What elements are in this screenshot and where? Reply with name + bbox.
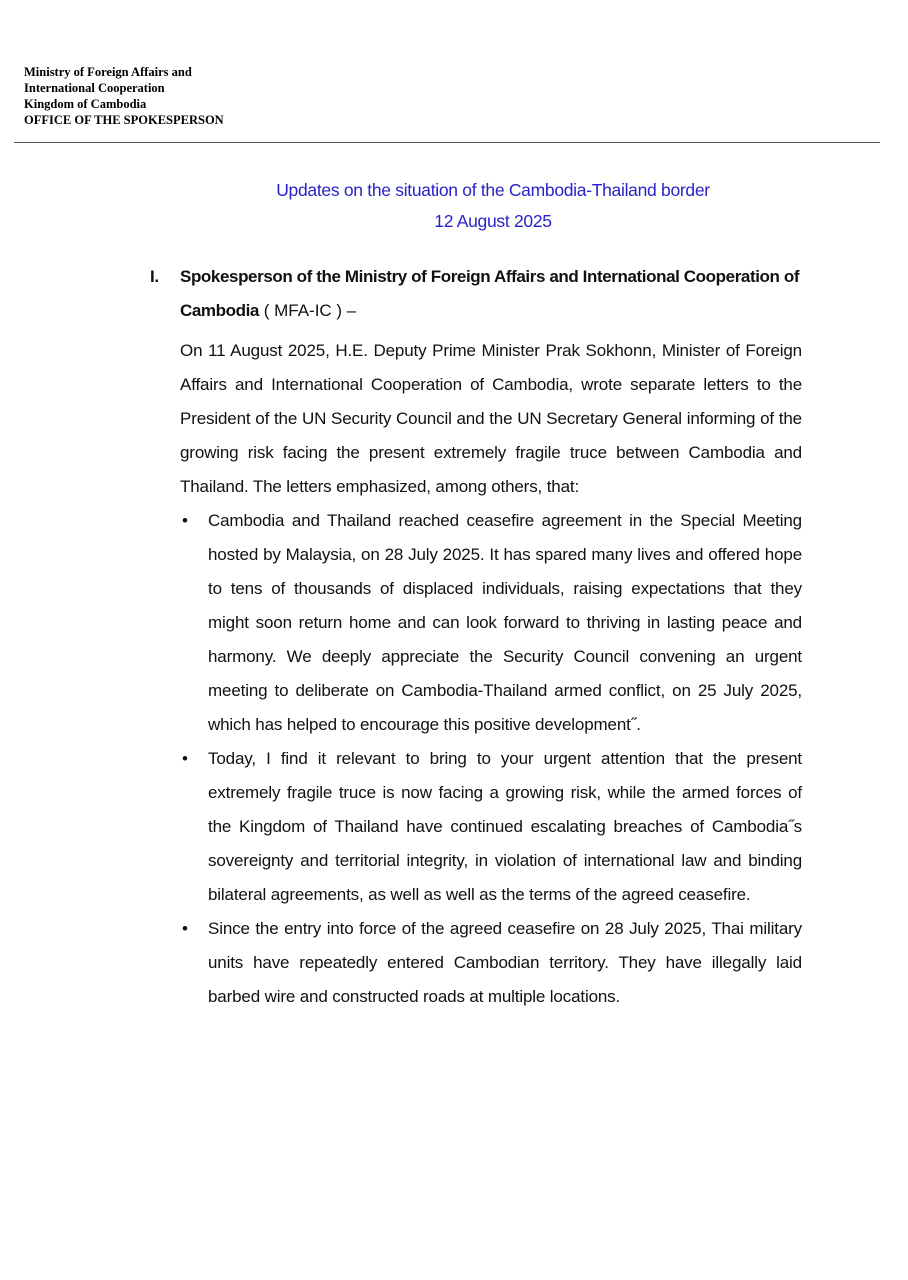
bullet-icon: •	[182, 919, 188, 938]
list-item-text: Since the entry into force of the agreed ceasefire on 28 July 2025, Thai military units have repeatedly entered Cambodian territory. They have illegally laid barbed wire and constructed roads at multiple locations.	[208, 919, 802, 1006]
list-item	[180, 504, 802, 742]
document-title: Updates on the situation of the Cambodia-Thailand border	[276, 180, 710, 200]
letterhead	[24, 64, 224, 128]
section-heading-abbreviation: ( MFA-IC ) –	[258, 301, 357, 320]
bullet-icon: •	[182, 749, 188, 768]
letterhead-kingdom: Kingdom of Cambodia	[24, 97, 147, 111]
section-number: I.	[150, 267, 159, 286]
header-divider	[14, 142, 880, 143]
letterhead-ministry: Ministry of Foreign Affairs and	[24, 65, 192, 79]
list-item	[180, 912, 802, 1014]
section-one	[150, 260, 802, 1014]
list-item-text: Cambodia and Thailand reached ceasefire agreement in the Special Meeting hosted by Malaysia, on 28 July 2025. It has spared many lives and offered hope to tens of thousands of displaced individuals, raising expectations that they might soon return home and can look forward to thriving in lasting peace and harmony. We deeply appreciate the Security Council convening an urgent meeting to deliberate on Cambodia-Thailand armed conflict, on 25 July 2025, which has helped to encourage this positive development˝.	[208, 511, 802, 734]
bullet-list	[180, 504, 802, 1014]
section-heading-text: Spokesperson of the Ministry of Foreign Affairs and International Cooperation of Cambodia	[180, 267, 800, 320]
document-title-block	[0, 175, 908, 237]
section-heading	[150, 260, 802, 328]
letterhead-office: OFFICE OF THE SPOKESPERSON	[24, 113, 224, 127]
document-date: 12 August 2025	[434, 211, 552, 231]
list-item	[180, 742, 802, 912]
bullet-icon: •	[182, 511, 188, 530]
list-item-text: Today, I find it relevant to bring to your urgent attention that the present extremely fragile truce is now facing a growing risk, while the armed forces of the Kingdom of Thailand have continued escalating breaches of Cambodia˝s sovereignty and territorial integrity, in violation of international law and binding bilateral agreements, as well as well as the terms of the agreed ceasefire.	[208, 749, 802, 904]
letterhead-cooperation: International Cooperation	[24, 81, 165, 95]
intro-paragraph: On 11 August 2025, H.E. Deputy Prime Minister Prak Sokhonn, Minister of Foreign Affairs and International Cooperation of Cambodia, wrote separate letters to the President of the UN Security Council and the UN Secretary General informing of the growing risk facing the present extremely fragile truce between Cambodia and Thailand. The letters emphasized, among others, that:	[180, 341, 802, 496]
